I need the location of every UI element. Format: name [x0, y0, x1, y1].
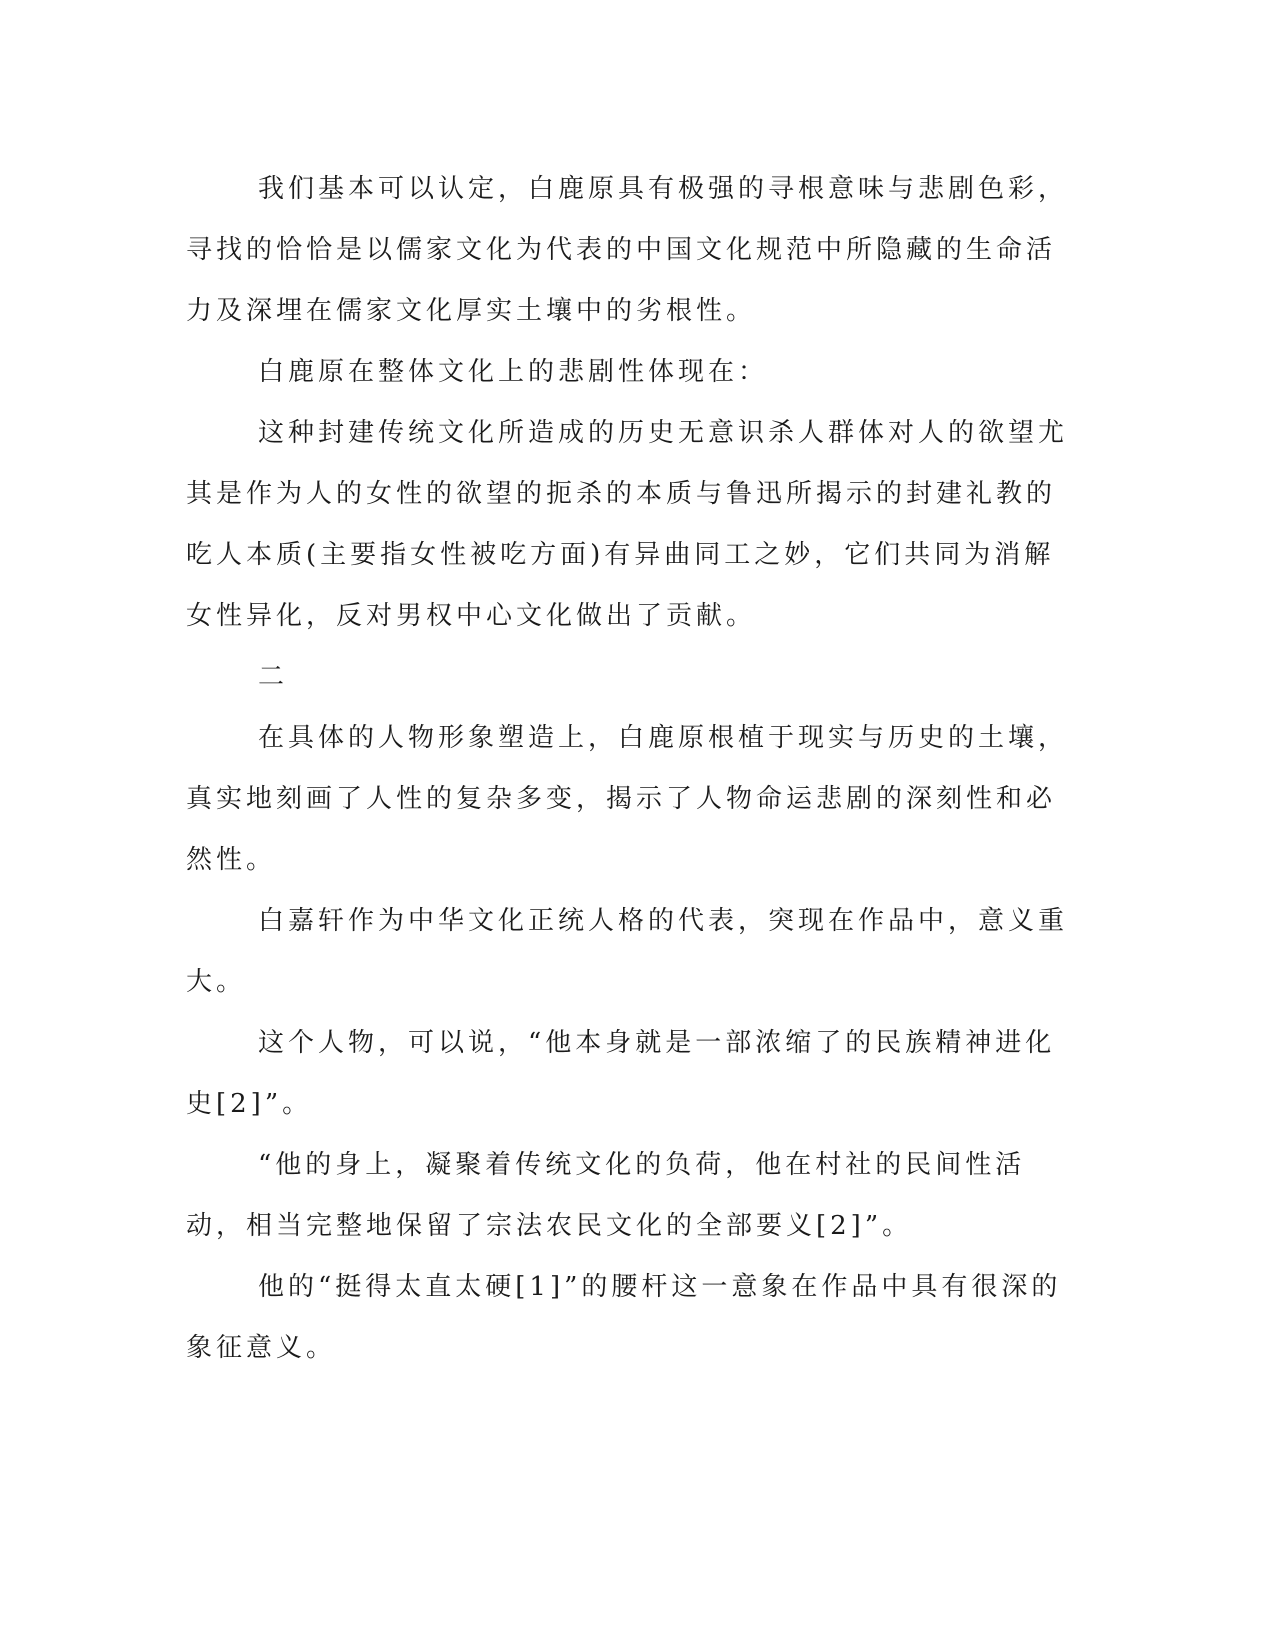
- paragraph: 我们基本可以认定，白鹿原具有极强的寻根意味与悲剧色彩，寻找的恰恰是以儒家文化为代表的中国文化规范中所隐藏的生命活力及深埋在儒家文化厚实土壤中的劣根性。: [186, 174, 1069, 326]
- paragraph: 白嘉轩作为中华文化正统人格的代表，突现在作品中，意义重大。: [186, 906, 1069, 997]
- section-number: 二: [258, 662, 289, 692]
- paragraph: 在具体的人物形象塑造上，白鹿原根植于现实与历史的土壤，真实地刻画了人性的复杂多变，揭示了人物命运悲剧的深刻性和必然性。: [186, 723, 1069, 875]
- paragraph: 这种封建传统文化所造成的历史无意识杀人群体对人的欲望尤其是作为人的女性的欲望的扼杀的本质与鲁迅所揭示的封建礼教的吃人本质(主要指女性被吃方面)有异曲同工之妙，它们共同为消解女性异化，反对男权中心文化做出了贡献。: [186, 418, 1069, 631]
- paragraph: “他的身上，凝聚着传统文化的负荷，他在村社的民间性活动，相当完整地保留了宗法农民文化的全部要义[2]”。: [186, 1150, 1026, 1241]
- paragraph: 这个人物，可以说，“他本身就是一部浓缩了的民族精神进化史[2]”。: [186, 1028, 1056, 1119]
- paragraph: 白鹿原在整体文化上的悲剧性体现在：: [258, 357, 769, 387]
- paragraph: 他的“挺得太直太硬[1]”的腰杆这一意象在作品中具有很深的象征意义。: [186, 1272, 1062, 1363]
- document-body: [186, 159, 1076, 1379]
